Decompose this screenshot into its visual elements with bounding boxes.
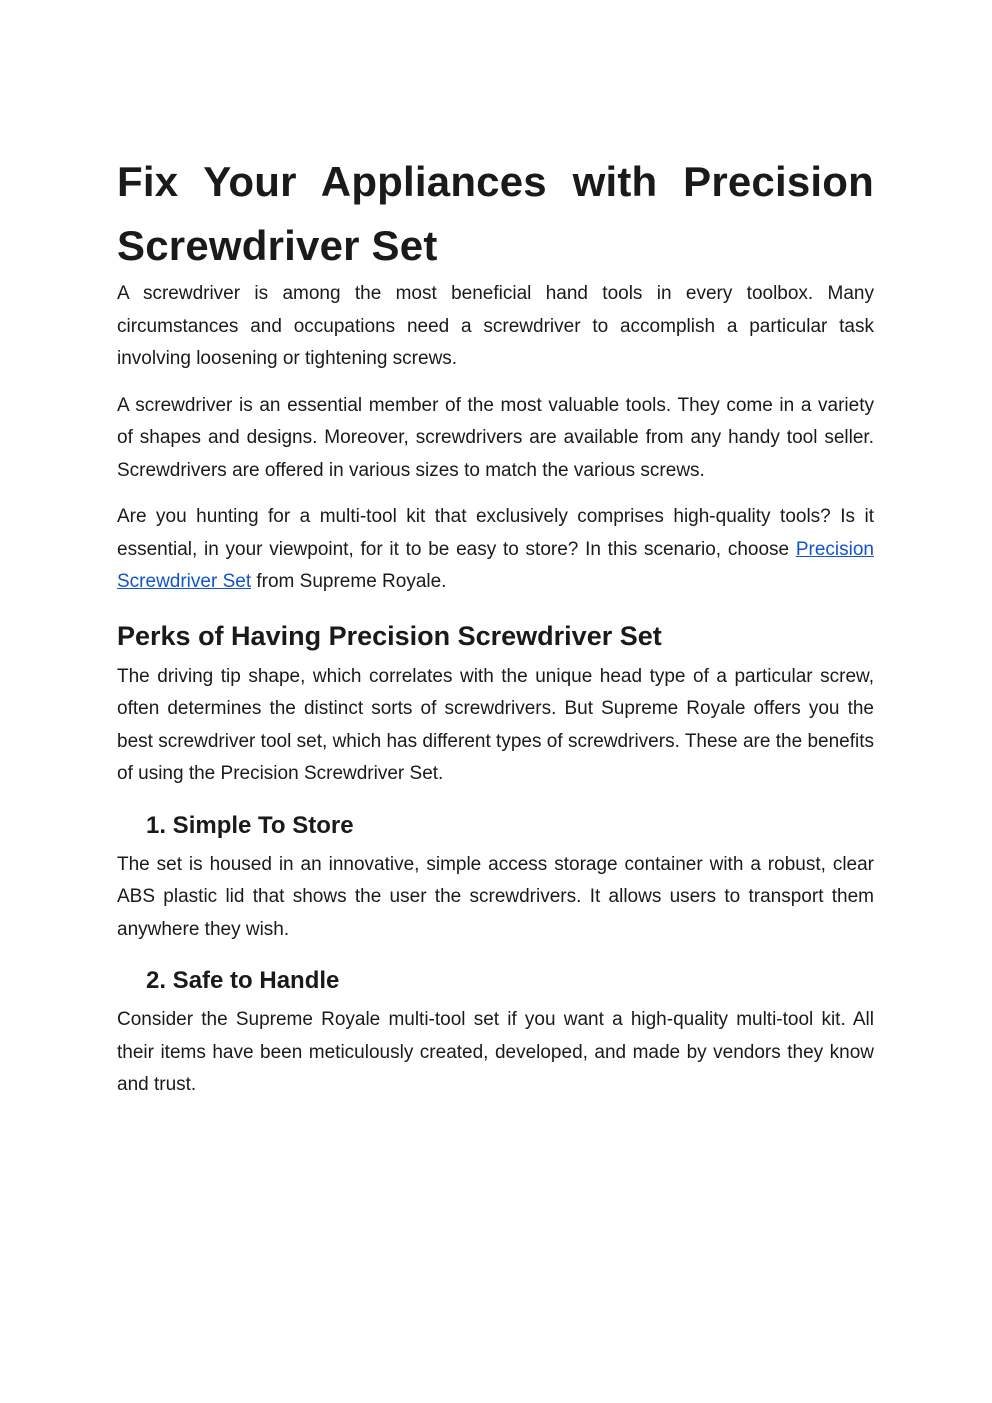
page-title: Fix Your Appliances with Precision Screwdriver Set: [117, 158, 874, 269]
item-heading-safe-to-handle: 2. Safe to Handle: [146, 967, 340, 994]
precision-screwdriver-set-link[interactable]: Precision Screwdriver Set: [117, 538, 874, 592]
intro-paragraph-3-text-before: Are you hunting for a multi-tool kit that exclusively comprises high-quality tools? Is it essential, in your viewpoint, for it to be easy to store? In this scenario, choose: [117, 506, 874, 560]
intro-paragraph-3: [117, 501, 874, 599]
item-heading-simple-to-store: 1. Simple To Store: [146, 811, 354, 839]
item-body-simple-to-store: The set is housed in an innovative, simple access storage container with a robust, clear ABS plastic lid that shows the user the screwdrivers. It allows users to transport them anywhere they wish.: [117, 853, 874, 940]
perks-paragraph: The driving tip shape, which correlates with the unique head type of a particular screw, often determines the distinct sorts of screwdrivers. But Supreme Royale offers you the best screwdriver tool set, which has different types of screwdrivers. These are the benefits of using the Precision Screwdriver Set.: [117, 665, 874, 784]
perks-heading: Perks of Having Precision Screwdriver Set: [117, 620, 662, 651]
intro-paragraph-2: A screwdriver is an essential member of the most valuable tools. They come in a variety of shapes and designs. Moreover, screwdrivers are available from any handy tool seller. Screwdrivers are offered in various sizes to match the various screws.: [117, 394, 874, 481]
document-page: [117, 150, 874, 1116]
intro-paragraph-3-text-after: from Supreme Royale.: [251, 571, 447, 592]
intro-paragraph-1: A screwdriver is among the most beneficial hand tools in every toolbox. Many circumstances and occupations need a screwdriver to accomplish a particular task involving loosening or tightening screws.: [117, 283, 874, 369]
item-body-safe-to-handle: Consider the Supreme Royale multi-tool set if you want a high-quality multi-tool kit. All their items have been meticulously created, developed, and made by vendors they know and trust.: [117, 1009, 874, 1095]
